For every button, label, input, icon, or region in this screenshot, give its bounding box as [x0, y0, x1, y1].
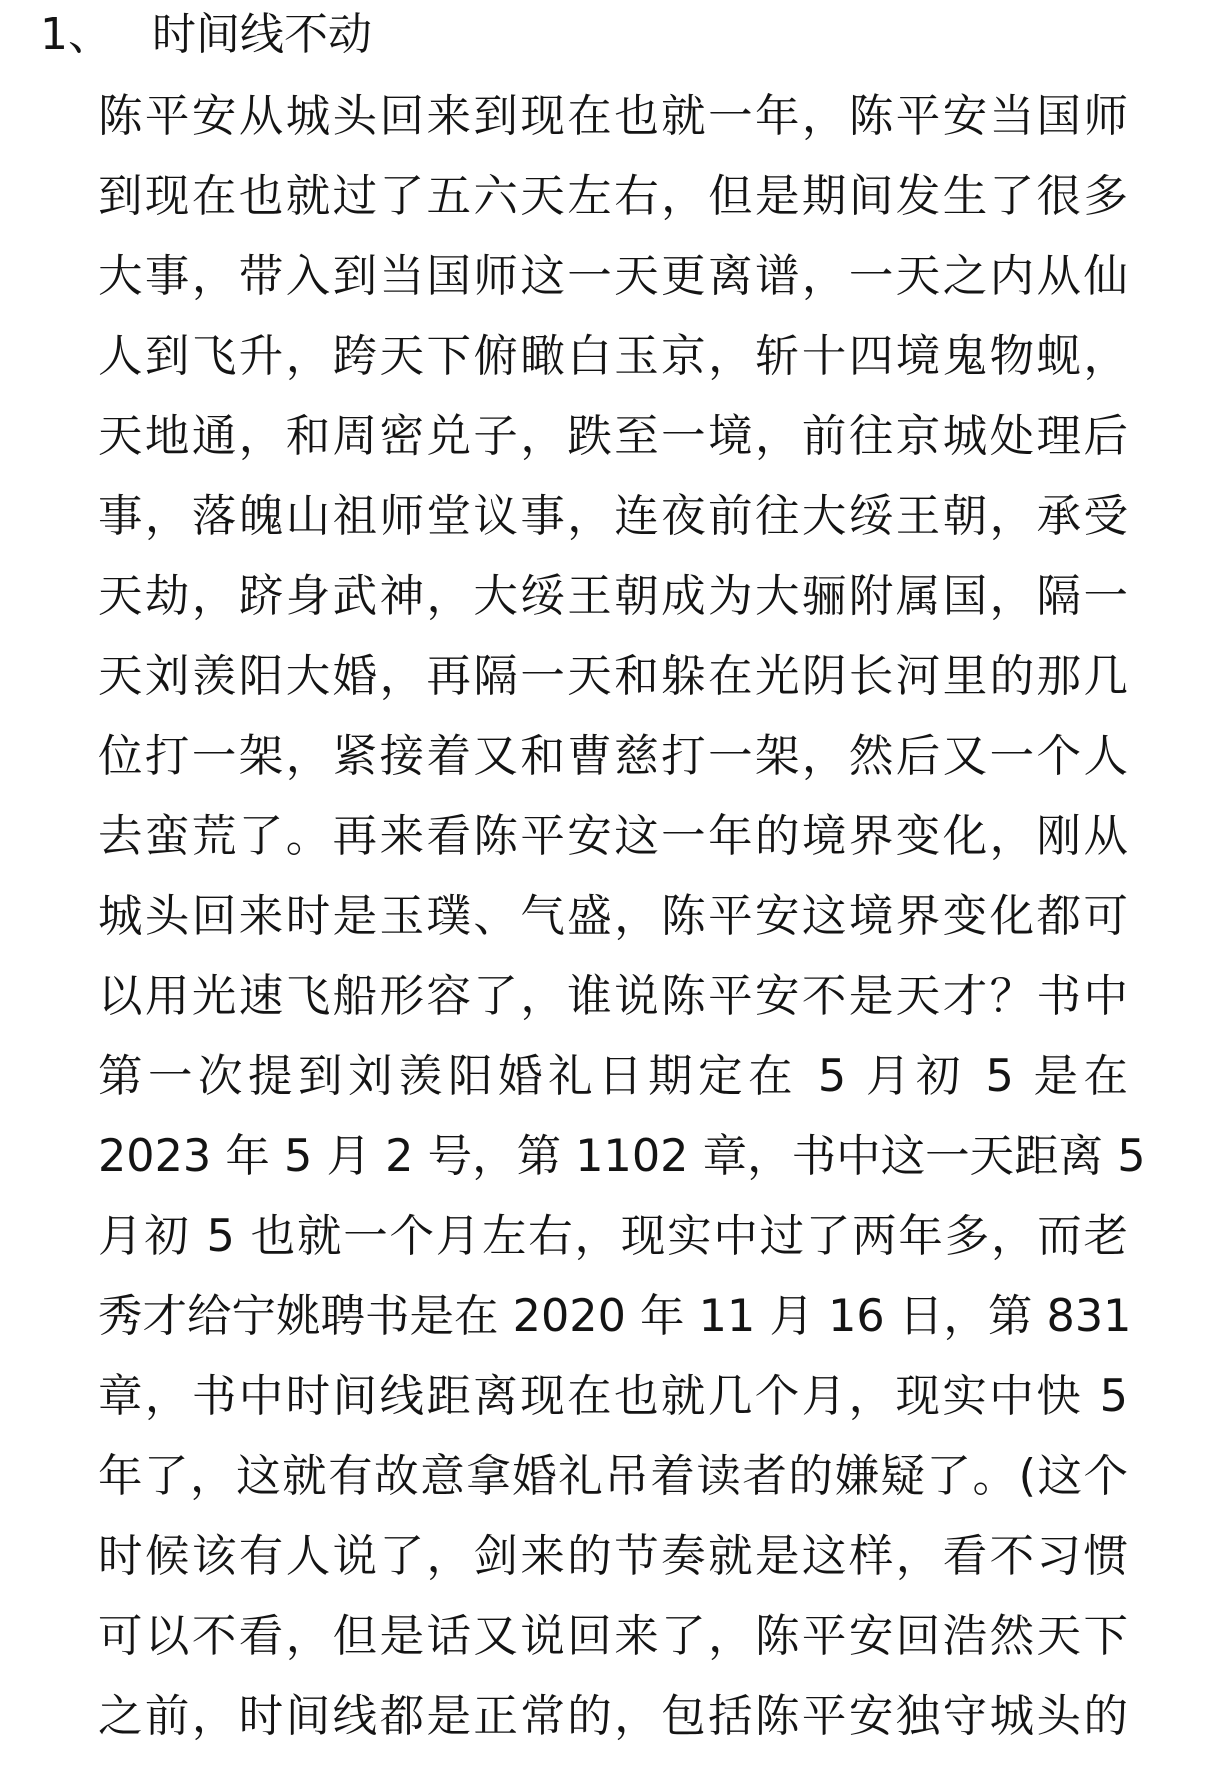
body-paragraph	[98, 77, 1146, 1757]
text-line: 以用光速飞船形容了，谁说陈平安不是天才？书中	[98, 971, 1128, 1022]
text-line: 2023 年 5 月 2 号，第 1102 章，书中这一天距离 5	[98, 1131, 1146, 1182]
text-line: 时候该有人说了，剑来的节奏就是这样，看不习惯	[98, 1531, 1128, 1582]
text-line: 秀才给宁姚聘书是在 2020 年 11 月 16 日，第 831	[98, 1291, 1132, 1342]
text-line: 去蛮荒了。再来看陈平安这一年的境界变化，刚从	[98, 811, 1128, 862]
text-line: 事，落魄山祖师堂议事，连夜前往大绥王朝，承受	[98, 491, 1128, 542]
text-line: 城头回来时是玉璞、气盛，陈平安这境界变化都可	[98, 891, 1128, 942]
text-line: 到现在也就过了五六天左右，但是期间发生了很多	[98, 171, 1128, 222]
text-line: 人到飞升，跨天下俯瞰白玉京，斩十四境鬼物蚬，	[98, 331, 1128, 382]
text-line: 天刘羡阳大婚，再隔一天和躲在光阴长河里的那几	[98, 651, 1128, 702]
section-title: 时间线不动	[152, 9, 372, 60]
text-line: 大事，带入到当国师这一天更离谱，一天之内从仙	[98, 251, 1128, 302]
text-line: 天劫，跻身武神，大绥王朝成为大骊附属国，隔一	[98, 571, 1128, 622]
text-line: 月初 5 也就一个月左右，现实中过了两年多，而老	[98, 1211, 1128, 1262]
text-line: 位打一架，紧接着又和曹慈打一架，然后又一个人	[98, 731, 1128, 782]
text-line: 天地通，和周密兑子，跌至一境，前往京城处理后	[98, 411, 1128, 462]
section-heading	[40, 2, 372, 68]
text-line: 第一次提到刘羡阳婚礼日期定在 5 月初 5 是在	[98, 1051, 1128, 1102]
text-line: 可以不看，但是话又说回来了，陈平安回浩然天下	[98, 1611, 1128, 1662]
text-line: 之前，时间线都是正常的，包括陈平安独守城头的	[98, 1691, 1128, 1742]
text-line: 陈平安从城头回来到现在也就一年，陈平安当国师	[98, 91, 1128, 142]
text-line: 年了，这就有故意拿婚礼吊着读者的嫌疑了。(这个	[98, 1451, 1128, 1502]
text-line: 章，书中时间线距离现在也就几个月，现实中快 5	[98, 1371, 1128, 1422]
section-number: 1、	[40, 9, 112, 60]
